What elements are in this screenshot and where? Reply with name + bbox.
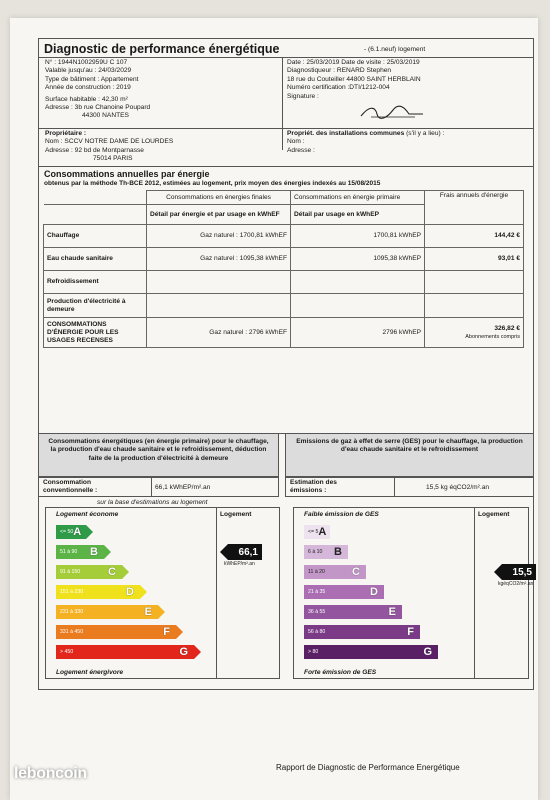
class-bar-c [304,565,366,579]
sub-primary: Détail par usage en kWhEP [291,205,425,225]
class-letter: B [90,546,98,558]
value-marker-unit: kWhEP/m².an [224,561,255,567]
row-primary [291,294,425,318]
info-line: Signature : [287,92,319,100]
energy-basis: sur la base d'estimations au logement [97,499,208,506]
leboncoin-logo: leboncoin [14,765,87,782]
class-letter: G [423,646,432,658]
total-note: Abonnements compris [465,333,520,340]
col-fees: Frais annuels d'énergie [425,191,524,225]
row-primary: 1700,81 kWhEP [291,225,425,248]
ges-summary [285,477,533,497]
energy-col-label: Logement [220,511,252,518]
row-label: Chauffage [44,225,147,248]
row-label: Production d'électricité à demeure [44,294,147,318]
class-bar-d [304,585,384,599]
common-owner-line: Adresse : [287,146,315,154]
class-range: 231 à 330 [60,609,84,615]
sub-final: Détail par énergie et par usage en kWhEF [147,205,291,225]
energy-top-label: Logement économe [56,511,119,518]
class-arrow-tip [194,645,201,659]
total-fee: 326,82 € [494,324,520,332]
col-primary: Consommations en énergie primaire [291,191,425,205]
common-owner-heading: Propriét. des installations communes [287,130,405,137]
info-line: N° : 1944N100295​9U C 107 [45,59,128,66]
owner-block [45,130,173,164]
document-subtitle: - (6.1.neuf) logement [364,46,426,53]
energy-label: Consommation conventionnelle : [43,479,98,495]
ges-title-box [285,434,533,477]
dpe-form [38,38,534,690]
owner-line: 75014 PARIS [93,155,133,163]
class-bar-e [56,605,158,619]
class-bar-f [304,625,420,639]
diagnostician-info [287,59,421,101]
consumption-method: obtenus par la méthode Th-BCE 2012, estimées au logement, prix moyen des énergies indexés au 15/08/2015 [44,180,381,187]
ges-value: 15,5 kg éqCO2/m².an [426,484,490,491]
signature-image [357,104,427,120]
energy-bottom-label: Logement énergivore [56,669,124,676]
value-marker: 66,1 [228,544,262,560]
class-letter: C [352,566,360,578]
property-info [45,59,150,121]
class-range: 51 à 90 [60,549,78,555]
row-final: Gaz naturel : 1095,38 kWhEF [147,248,291,271]
class-bar-b [56,545,104,559]
common-owner-line: Nom : [287,138,305,146]
info-line: Date : 25/03/2019 Date de visite : 25/03/2019 [287,59,420,66]
energy-title: Consommations énergétiques (en énergie primaire) pour le chauffage, la production d'eau chaude sanitaire et le refroidissement, déduction faite de la production d'électricité à demeure [48,438,269,462]
class-range: <= 50 [60,529,74,535]
total-label: CONSOMMATIONS D'ÉNERGIE POUR LES USAGES RECENSES [44,318,147,348]
class-letter: A [318,526,327,538]
info-line: Diagnostiqueur : RENARD Stephen [287,67,392,75]
class-range: 36 à 55 [308,609,326,615]
info-line: 18 rue du Couteiller 44800 SAINT HERBLAIN [287,75,421,83]
energy-value: 66,1 kWhEP/m².an [155,484,211,491]
row-final [147,271,291,294]
row-fee: 144,42 € [425,225,524,248]
ges-col-label: Logement [478,511,510,518]
consumption-heading: Consommations annuelles par énergie [44,169,210,179]
energy-label-chart [45,507,280,679]
class-bar-f [56,625,176,639]
class-bar-g [304,645,438,659]
info-line: Surface habitable : 42,30 m² [45,95,128,103]
class-bar-g [56,645,194,659]
class-range: > 450 [60,649,74,655]
footer-caption: Rapport de Diagnostic de Performance Energétique [276,763,460,772]
value-marker-unit: kgéqCO2/m².an [498,581,534,587]
class-bar-a [304,525,330,539]
document-page [10,18,538,800]
class-range: 11 à 20 [308,569,325,575]
ges-top-label: Faible émission de GES [304,511,379,518]
class-letter: B [334,546,342,558]
ges-title: Emissions de gaz à effet de serre (GES) pour le chauffage, la production d'eau chaude sanitaire et le refroidissement [296,438,523,454]
info-line: Valable jusqu'au : 24/03/2029 [45,67,132,75]
info-line: Type de bâtiment : Appartement [45,75,139,83]
row-final [147,294,291,318]
class-range: <= 5 [308,529,319,535]
row-primary: 1095,38 kWhEP [291,248,425,271]
class-arrow-tip [140,585,147,599]
info-line: 44300 NANTES [82,112,129,120]
class-letter: G [179,646,188,658]
owner-line: Nom : SCCV NOTRE DAME DE LOURDES [45,138,174,146]
class-arrow-tip [122,565,129,579]
ges-label-chart [293,507,534,679]
value-marker-tip [494,564,502,580]
info-line: Année de construction : 2019 [45,84,131,92]
class-range: 56 à 80 [308,629,326,635]
class-bar-a [56,525,86,539]
class-bar-e [304,605,402,619]
common-owner-block [287,130,444,155]
owner-line: Adresse : 92 bd de Montparnasse [45,146,144,154]
document-title: Diagnostic de performance énergétique [44,42,280,56]
class-arrow-tip [86,525,93,539]
ges-label: Estimation des émissions : [290,479,337,495]
row-label: Eau chaude sanitaire [44,248,147,271]
total-final: Gaz naturel : 2796 kWhEF [147,318,291,348]
class-letter: C [108,566,116,578]
class-range: 151 à 230 [60,589,84,595]
class-range: > 80 [308,649,319,655]
class-bar-c [56,565,122,579]
class-arrow-tip [158,605,165,619]
row-primary [291,271,425,294]
value-marker: 15,5 [502,564,536,580]
class-range: 6 à 10 [308,549,323,555]
common-owner-note: (s'il y a lieu) : [406,130,445,137]
class-range: 91 à 150 [60,569,81,575]
total-primary: 2796 kWhEP [291,318,425,348]
class-letter: A [73,526,82,538]
energy-summary [39,477,279,497]
ges-bottom-label: Forte émission de GES [304,669,377,676]
col-final: Consommations en énergies finales [147,191,291,205]
row-fee [425,294,524,318]
consumption-table [43,190,524,348]
class-letter: F [407,626,414,638]
owner-heading: Propriétaire : [45,130,87,137]
row-fee: 93,01 € [425,248,524,271]
class-bar-d [56,585,140,599]
row-fee [425,271,524,294]
class-arrow-tip [104,545,111,559]
class-letter: F [163,626,170,638]
class-letter: E [144,606,152,618]
class-range: 21 à 35 [308,589,326,595]
class-letter: D [126,586,134,598]
class-range: 331 à 450 [60,629,84,635]
value-marker-tip [220,544,228,560]
info-line: Numéro certification :DTI/1212-004 [287,84,390,92]
row-label: Refroidissement [44,271,147,294]
class-bar-b [304,545,348,559]
class-letter: E [388,606,396,618]
class-letter: D [370,586,378,598]
info-line: Adresse : 3b rue Chanoine Poupard [45,104,151,112]
energy-title-box [39,434,279,477]
class-arrow-tip [176,625,183,639]
row-final: Gaz naturel : 1700,81 kWhEF [147,225,291,248]
